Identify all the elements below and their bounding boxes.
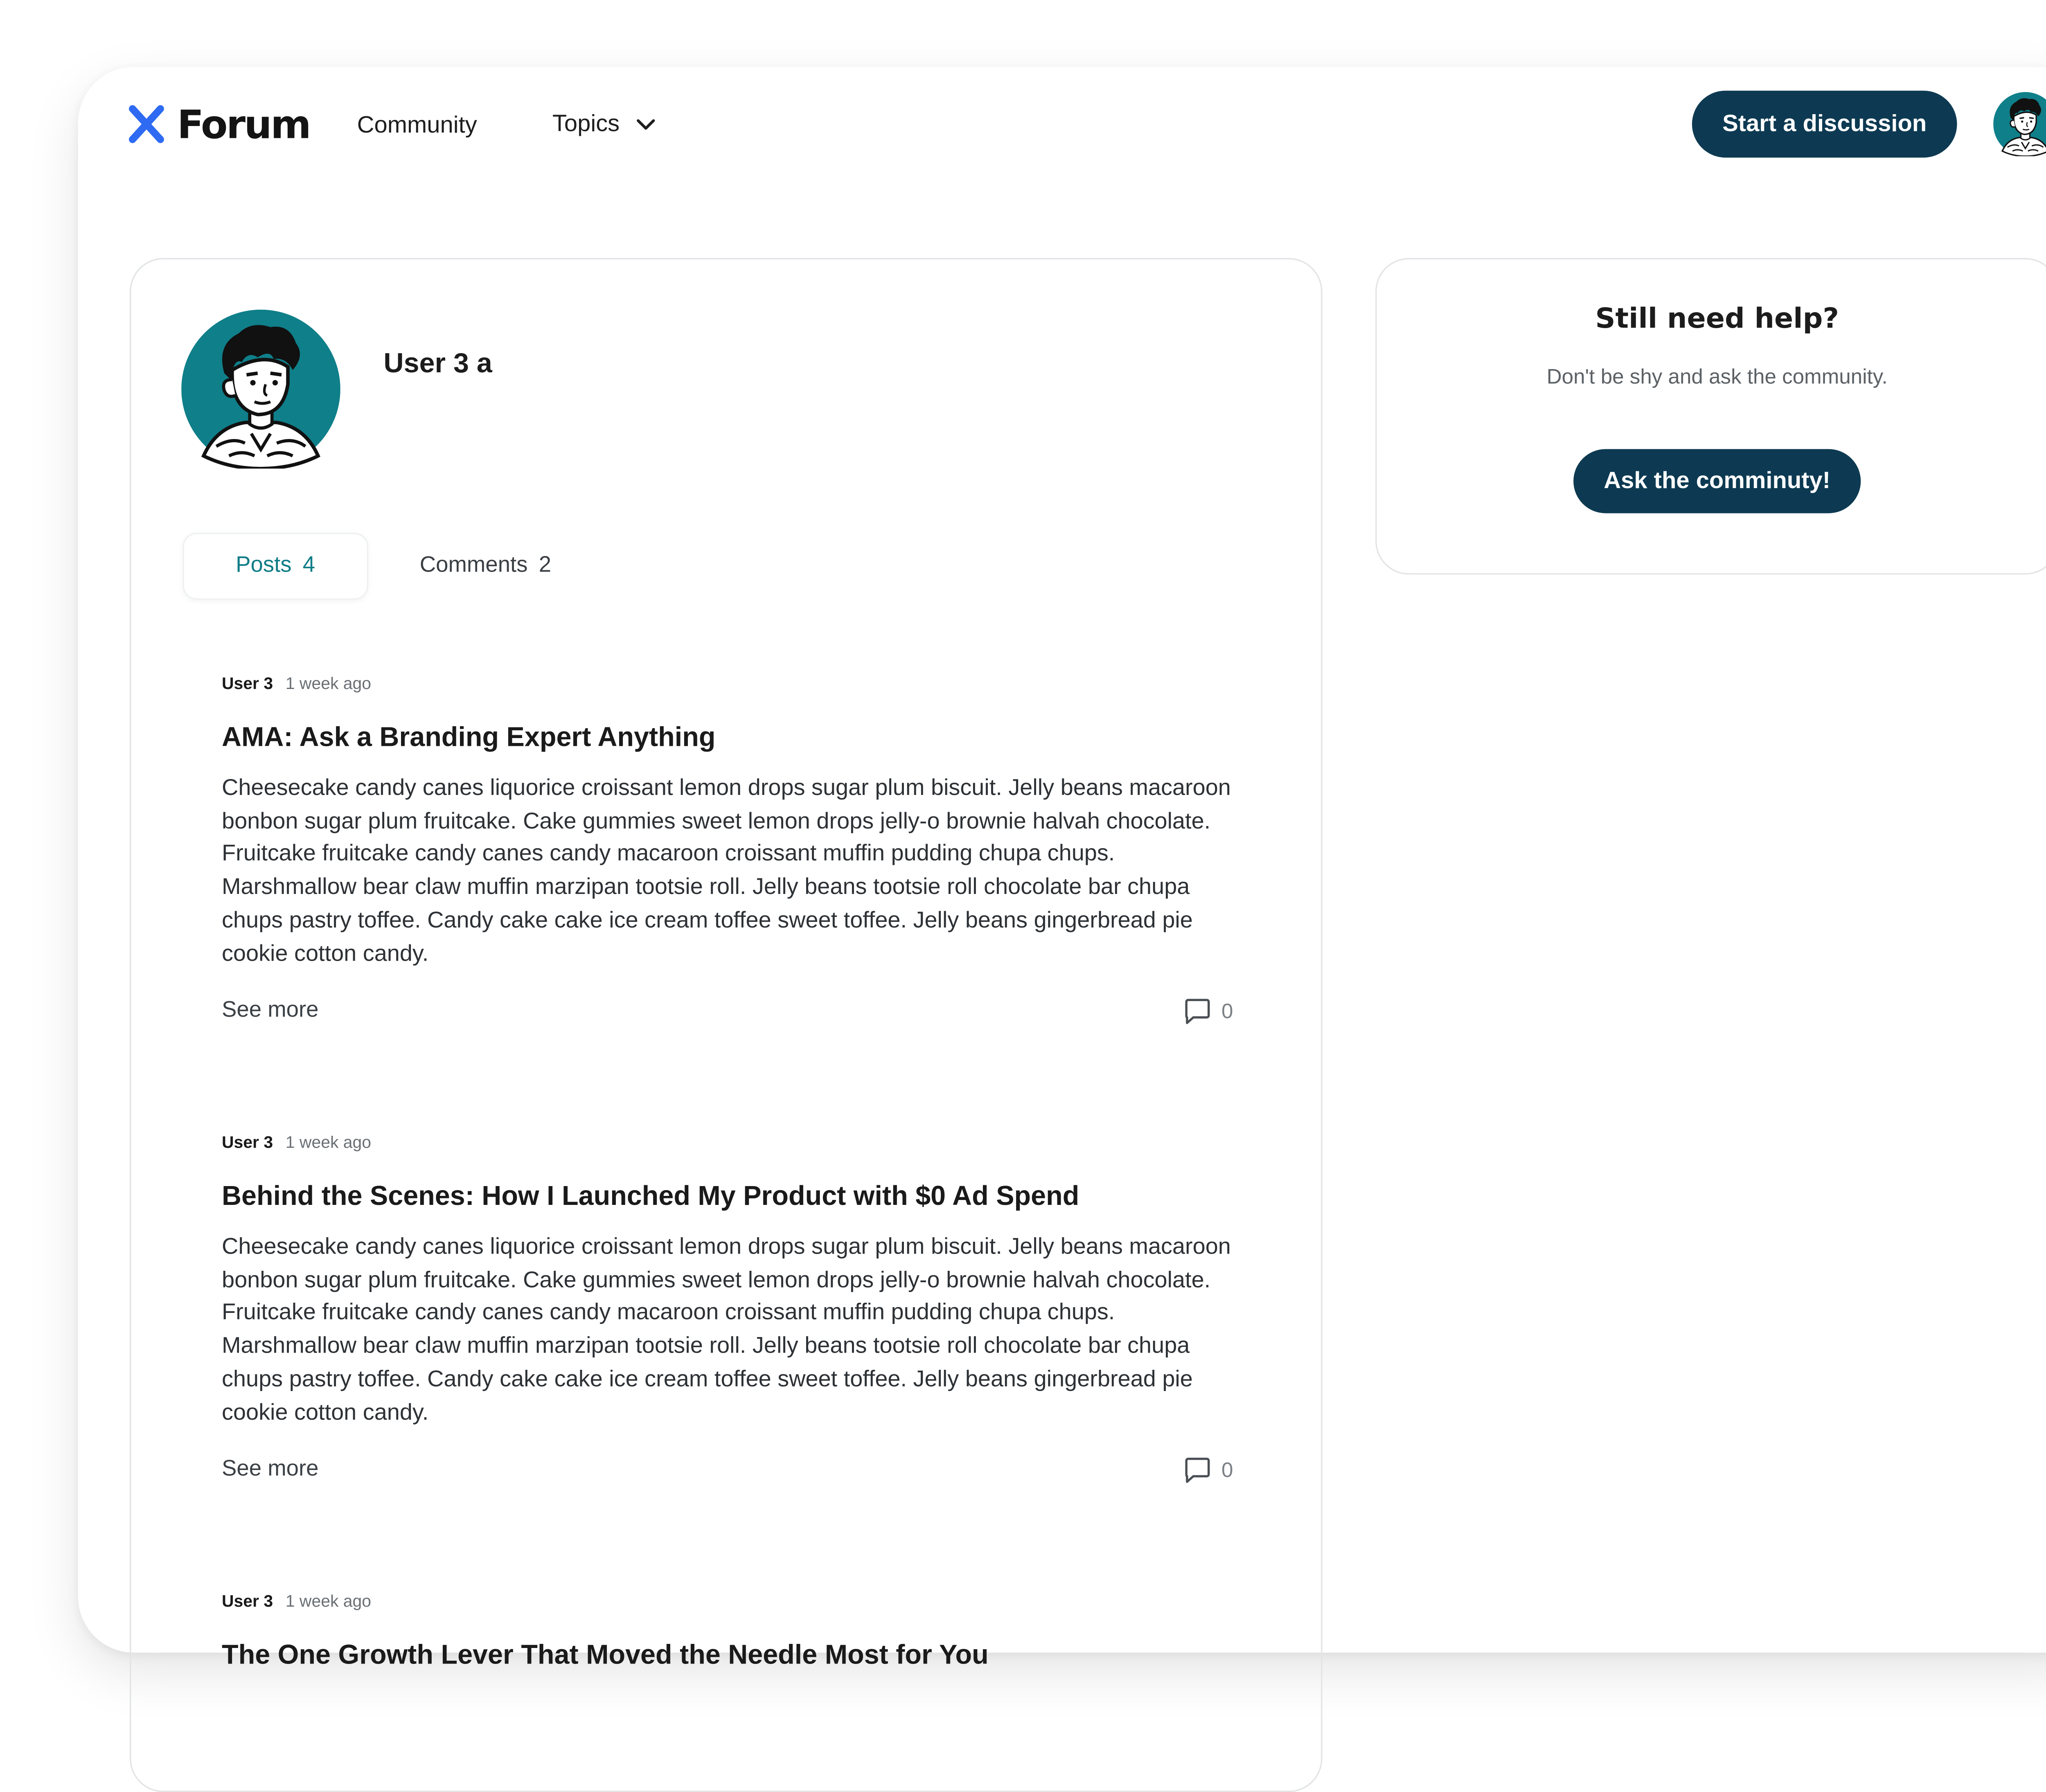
comment-icon (1182, 997, 1212, 1026)
see-more-link[interactable]: See more (221, 1457, 319, 1481)
tab-posts[interactable] (183, 533, 368, 600)
comment-count[interactable] (1182, 1456, 1233, 1485)
post-title[interactable]: The One Growth Lever That Moved the Needle Most for You (221, 1640, 989, 1671)
post-author[interactable]: User 3 (221, 673, 273, 693)
profile-avatar (181, 310, 340, 469)
tab-label: Posts (236, 554, 292, 578)
post-title[interactable]: Behind the Scenes: How I Launched My Product with $0 Ad Spend (221, 1181, 1079, 1212)
post-footer (222, 993, 1233, 1030)
comment-count-value: 0 (1221, 1458, 1233, 1482)
post-meta (222, 1591, 1233, 1614)
profile-card (130, 258, 1323, 1792)
post-body: Cheesecake candy canes liquorice croissant lemon drops sugar plum biscuit. Jelly beans macaroon bonbon sugar plum fruitcake. Cake gummies sweet lemon drops jelly-o brownie halvah chocolate. Fruitcake fruitcake candy canes candy macaroon croissant muffin pudding chupa chups. Marshmallow bear claw muffin marzipan tootsie roll. Jelly beans tootsie roll chocolate bar chupa chups pastry toffee. Candy cake cake ice cream toffee sweet toffee. Jelly beans gingerbread pie cookie cotton candy. (221, 775, 1231, 966)
help-subtitle: Don't be shy and ask the community. (1546, 365, 1888, 389)
post-timestamp: 1 week ago (285, 1591, 372, 1611)
user-avatar-button[interactable] (1993, 92, 2046, 156)
x-logo-icon (127, 105, 166, 144)
app-window (78, 67, 2046, 1671)
nav-community-link[interactable]: Community (357, 111, 477, 138)
post-author[interactable]: User 3 (221, 1591, 273, 1611)
post-meta (222, 1132, 1233, 1155)
tab-comments[interactable] (368, 533, 551, 600)
post-timestamp: 1 week ago (285, 1132, 372, 1152)
see-more-link[interactable]: See more (221, 999, 319, 1023)
tab-label: Comments (419, 554, 528, 578)
help-title: Still need help? (1595, 301, 1839, 335)
post-item (222, 1591, 1233, 1673)
comment-count-value: 0 (1221, 1000, 1233, 1024)
comment-count[interactable] (1182, 997, 1233, 1026)
ask-community-button[interactable]: Ask the comminuty! (1573, 449, 1861, 513)
tab-count: 4 (302, 554, 315, 578)
chevron-down-icon (636, 118, 656, 131)
profile-name: User 3 a (383, 349, 492, 380)
post-meta (222, 673, 1233, 696)
post-body: Cheesecake candy canes liquorice croissant lemon drops sugar plum biscuit. Jelly beans macaroon bonbon sugar plum fruitcake. Cake gummies sweet lemon drops jelly-o brownie halvah chocolate. Fruitcake fruitcake candy canes candy macaroon croissant muffin pudding chupa chups. Marshmallow bear claw muffin marzipan tootsie roll. Jelly beans tootsie roll chocolate bar chupa chups pastry toffee. Candy cake cake ice cream toffee sweet toffee. Jelly beans gingerbread pie cookie cotton candy. (221, 1234, 1231, 1425)
avatar (181, 310, 340, 469)
comment-icon (1182, 1456, 1212, 1485)
post-item (222, 1132, 1233, 1488)
post-author[interactable]: User 3 (221, 1132, 273, 1152)
post-footer (222, 1452, 1233, 1488)
tab-count: 2 (539, 554, 552, 578)
nav-topics-dropdown[interactable] (552, 107, 656, 141)
post-title[interactable]: AMA: Ask a Branding Expert Anything (221, 722, 716, 753)
avatar (1993, 92, 2046, 156)
post-timestamp: 1 week ago (285, 673, 372, 693)
post-item (222, 673, 1233, 1029)
start-discussion-button[interactable]: Start a discussion (1692, 91, 1957, 158)
help-card (1375, 258, 2046, 575)
profile-tabs (183, 533, 552, 600)
nav-topics-label: Topics (552, 110, 620, 137)
brand-logo[interactable] (127, 100, 310, 148)
brand-name: Forum (177, 101, 310, 147)
